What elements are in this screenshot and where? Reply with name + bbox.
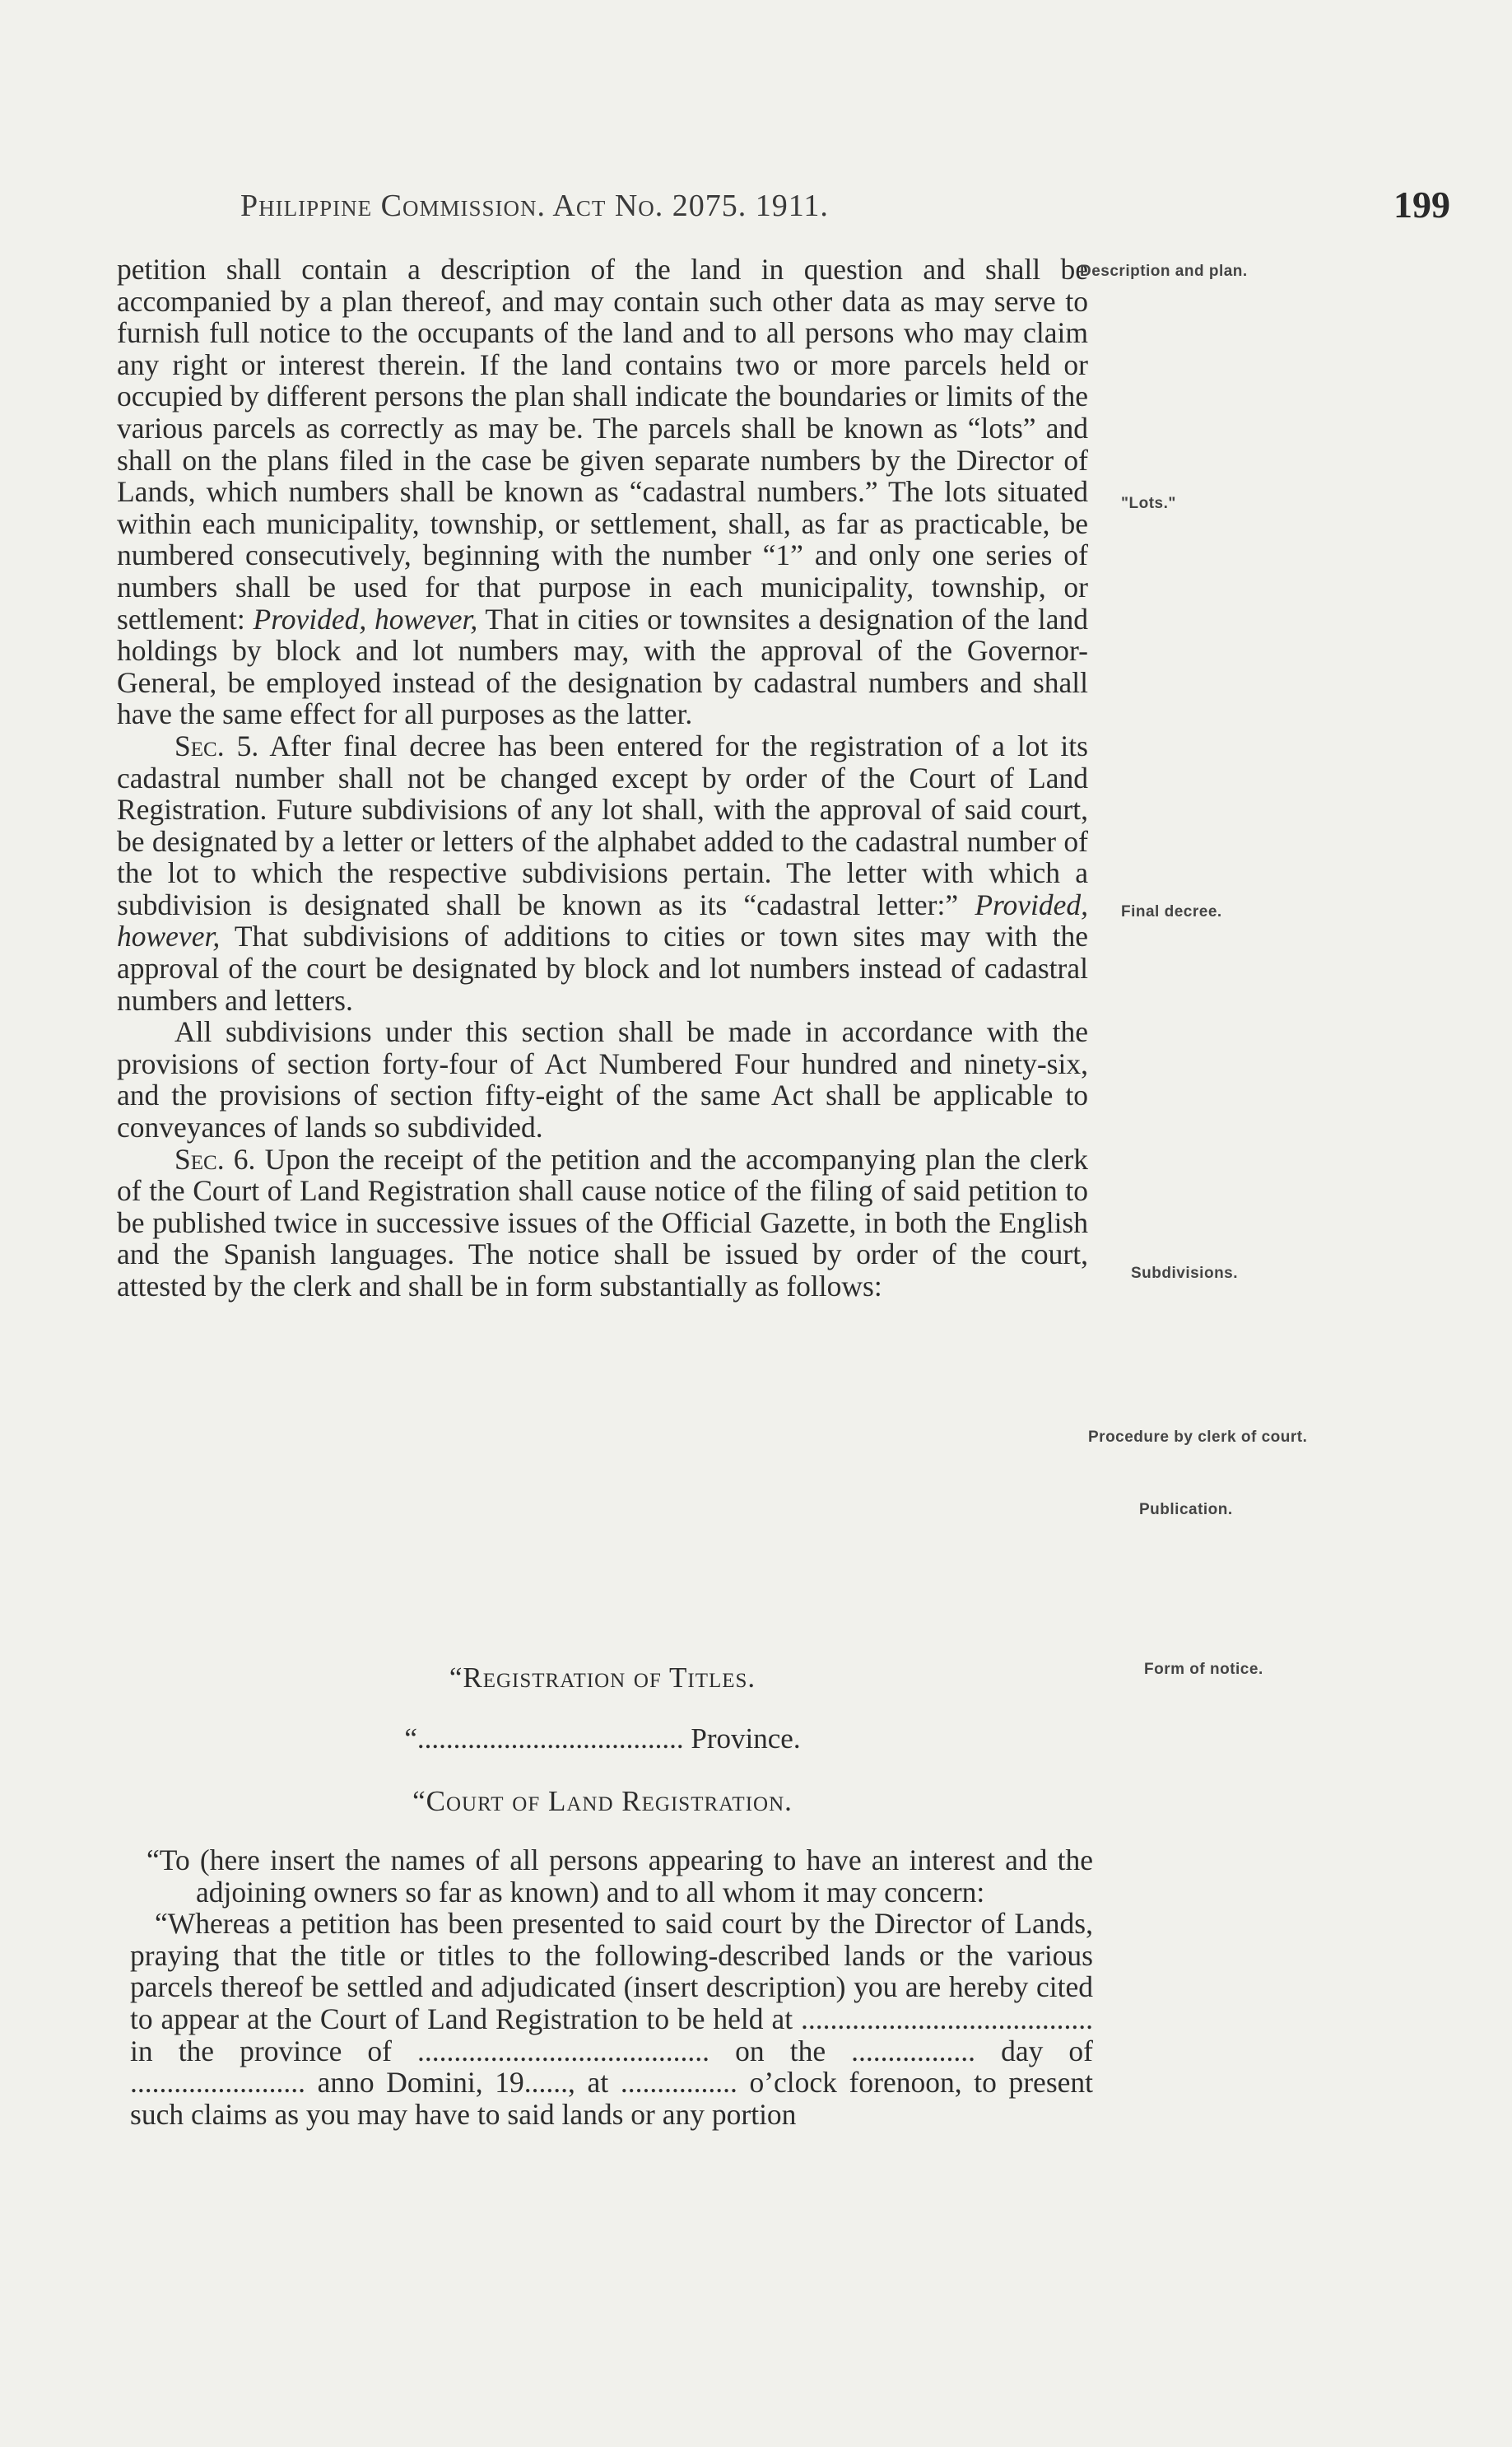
margin-note-publication: Publication.: [1139, 1501, 1233, 1518]
margin-note-lots: "Lots.": [1121, 495, 1176, 512]
section-label: Sec. 5.: [174, 729, 259, 762]
margin-note-description: Description and plan.: [1080, 263, 1248, 280]
page-header: [117, 183, 1450, 232]
paragraph-text: petition shall contain a description of the land in question and shall be accompanied by a plan thereof, and may contain such other data as may serve to furnish full notice to the occupants of the land and to all persons who may claim any right or interest therein. If the land contains two or more parcels held or occupied by different persons the plan shall indicate the boundaries or limits of the various parcels as correctly as may be. The parcels shall be known as “lots” and shall on the plans filed in the case be given separate numbers by the Director of Lands, which numbers shall be known as “cadastral numbers.” The lots situated within each municipality, township, or settlement, shall, as far as practicable, be numbered consecutively, beginning with the number “1” and only one series of numbers shall be used for that purpose in each municipality, township, or settlement:: [117, 253, 1088, 636]
paragraph-text: That subdivisions of additions to cities or town sites may with the approval of the court be designated by block and lot numbers instead of cadastral numbers and letters.: [117, 920, 1089, 1017]
notice-whereas: “Whereas a petition has been presented to said court by the Director of Lands, praying that the title or titles to the following-described lands or the various parcels thereof be settled and adjudicated (insert description) you are hereby cited to appear at the Court of Land Registration to be held at ........................................ in the province of ........................................ on the ................. day of ........................ anno Domini, 19......, at ................ o’clock forenoon, to present such claims as you may have to said lands or any portion: [130, 1907, 1093, 2131]
proviso-italic: Provided, however,: [253, 602, 478, 636]
margin-note-form-of-notice: Form of notice.: [1144, 1661, 1263, 1678]
margin-note-final-decree: Final decree.: [1121, 903, 1222, 921]
form-heading-registration: “Registration of Titles.: [449, 1662, 756, 1694]
margin-note-procedure: Procedure by clerk of court.: [1088, 1429, 1308, 1446]
section-label: Sec. 6.: [174, 1142, 256, 1176]
paragraph-text: After final decree has been entered for the registration of a lot its cadastral number shall not be changed except by order of the Court of Land Registration. Future subdivisions of any lot shall, with the approval of said court, be designated by a letter or letters of the alphabet added to the cadastral number of the lot to which the respective subdivisions pertain. The letter with which a subdivision is designated shall be known as its “cadastral letter:”: [117, 729, 1088, 921]
paragraph-continuation: [117, 254, 1088, 730]
body-text: [117, 254, 1088, 1303]
section-5: [117, 730, 1088, 1016]
paragraph-subdivisions: All subdivisions under this section shall be made in accordance with the provisions of section forty-four of Act Numbered Four hundred and ninety-six, and the provisions of section fifty-eight of the same Act shall be applicable to conveyances of lands so subdivided.: [117, 1015, 1088, 1144]
running-head: Philippine Commission. Act No. 2075. 1911.: [240, 189, 829, 223]
paragraph-text: Upon the receipt of the petition and the accompanying plan the clerk of the Court of Land Registration shall cause notice of the filing of said petition to be published twice in successive issues of the Official Gazette, in both the English and the Spanish languages. The notice shall be issued by order of the court, attested by the clerk and shall be in form substantially as follows:: [117, 1142, 1088, 1303]
notice-form-text: [130, 1843, 1093, 2131]
proviso-italic: Provided, however,: [117, 888, 1089, 953]
province-line: “..................................... Province.: [404, 1722, 801, 1755]
page-number: 199: [1393, 184, 1450, 226]
paragraph-text: That in cities or townsites a designation of the land holdings by block and lot numbers may, with the approval of the Governor-General, be employed instead of the designation by cadastral numbers and shall have the same effect for all purposes as the latter.: [117, 602, 1089, 731]
form-heading-court: “Court of Land Registration.: [412, 1785, 793, 1817]
margin-note-subdivisions: Subdivisions.: [1131, 1265, 1239, 1282]
notice-addressee: “To (here insert the names of all persons appearing to have an interest and the adjoining owners so far as known) and to all whom it may concern:: [147, 1843, 1093, 1909]
section-6: [117, 1144, 1088, 1303]
